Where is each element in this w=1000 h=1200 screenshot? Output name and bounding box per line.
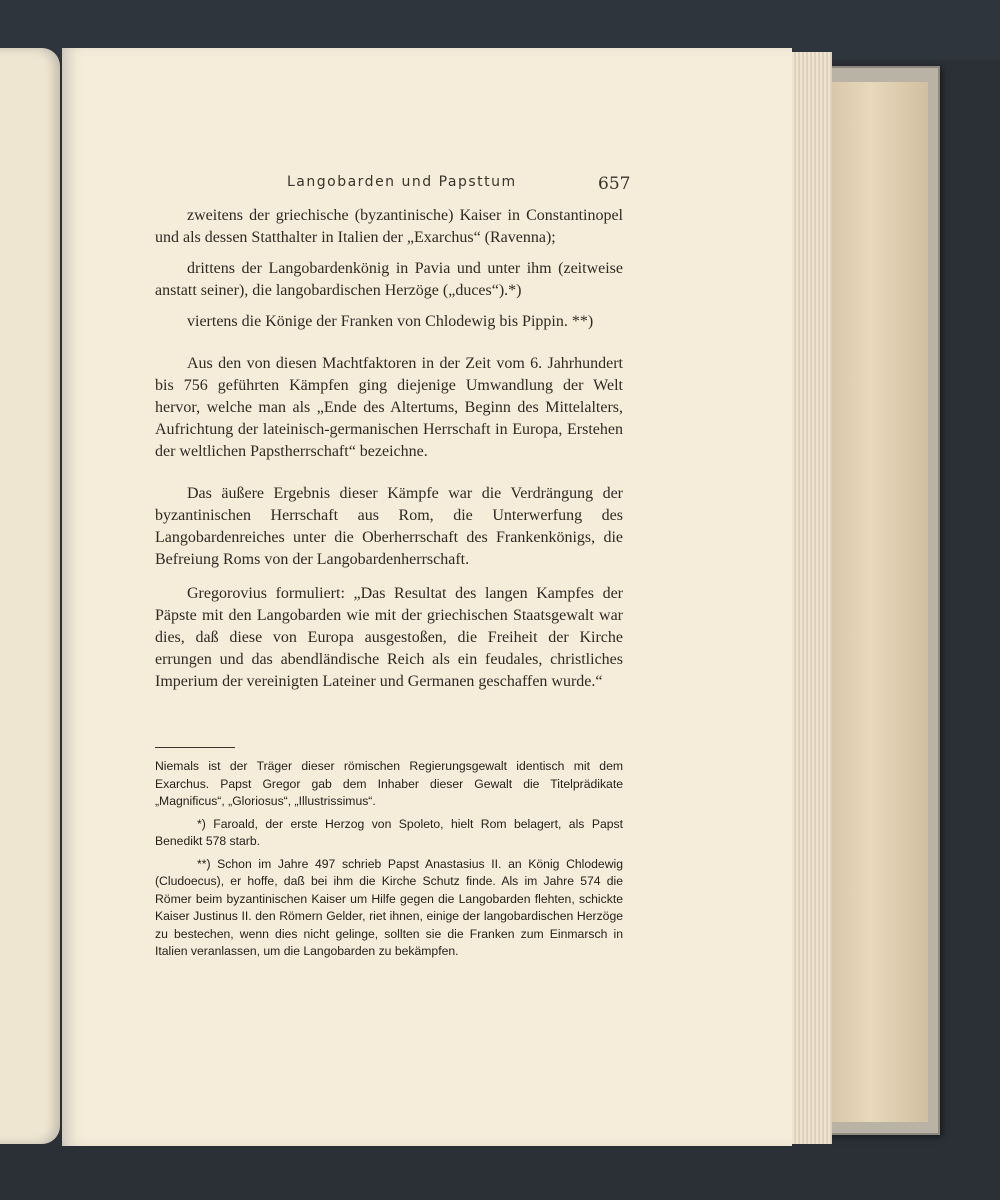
left-page: [0, 48, 60, 1144]
paragraph: Aus den von diesen Machtfaktoren in der Zeit vom 6. Jahrhundert bis 756 geführten Kämpfen ging diejenige Umwandlung der Welt hervor, welche man als „Ende des Altertums, Beginn des Mittelalters, Aufrichtung der lateinisch-germanischen Herrschaft in Europa, Erstehen der weltlichen Papstherrschaft“ bezeichne.: [155, 355, 623, 460]
body-text: [155, 205, 623, 693]
page-number: 657: [598, 174, 631, 194]
footnote: **) Schon im Jahre 497 schrieb Papst Anastasius II. an König Chlodewig (Cludoecus), er hoffe, daß bei ihm die Kirche Schutz finde. Als im Jahre 574 die Römer beim byzantinischen Kaiser um Hilfe gegen die Langobarden flehten, schickte Kaiser Justinus II. den Römern Gelder, riet ihnen, einige der langobardischen Herzöge zu bestechen, wenn dies nicht gelinge, sollten sie die Franken zum Einmarsch in Italien veranlassen, um die Langobarden zu bekämpfen.: [155, 856, 623, 958]
paragraph: zweitens der griechische (byzantinische) Kaiser in Constantinopel und als dessen Statthalter in Italien der „Exarchus“ (Ravenna);: [155, 207, 623, 246]
paragraph: viertens die Könige der Franken von Chlodewig bis Pippin. **): [187, 313, 594, 330]
paragraph: Gregorovius formuliert: „Das Resultat des langen Kampfes der Päpste mit den Langobarden wie mit der griechischen Staatsgewalt war dies, daß diese von Europa ausgestoßen, die Freiheit der Kirche errungen und das abendländische Reich als ein feudales, christliches Imperium der vereinigten Lateiner und Germanen geschaffen wurde.“: [155, 585, 623, 690]
running-head: Langobarden und Papsttum: [287, 174, 517, 190]
book-fore-edge: [832, 82, 928, 1122]
footnotes: [155, 758, 623, 966]
footnote: Niemals ist der Träger dieser römischen Regierungsgewalt identisch mit dem Exarchus. Papst Gregor gab dem Inhaber dieser Gewalt die Titelprädikate „Magnificus“, „Gloriosus“, „Illustrissimus“.: [155, 759, 623, 808]
paragraph: drittens der Langobardenkönig in Pavia und unter ihm (zeitweise anstatt seiner), die langobardischen Herzöge („duces“).*): [155, 260, 623, 299]
footnote-rule: [155, 747, 235, 748]
footnote: *) Faroald, der erste Herzog von Spoleto, hielt Rom belagert, als Papst Benedikt 578 starb.: [155, 816, 623, 848]
page-edges: [788, 52, 832, 1144]
paragraph: Das äußere Ergebnis dieser Kämpfe war die Verdrängung der byzantinischen Herrschaft aus Rom, die Unterwerfung des Langobardenreiches unter die Oberherrschaft des Frankenkönigs, die Befreiung Roms von der Langobardenherrschaft.: [155, 485, 623, 568]
